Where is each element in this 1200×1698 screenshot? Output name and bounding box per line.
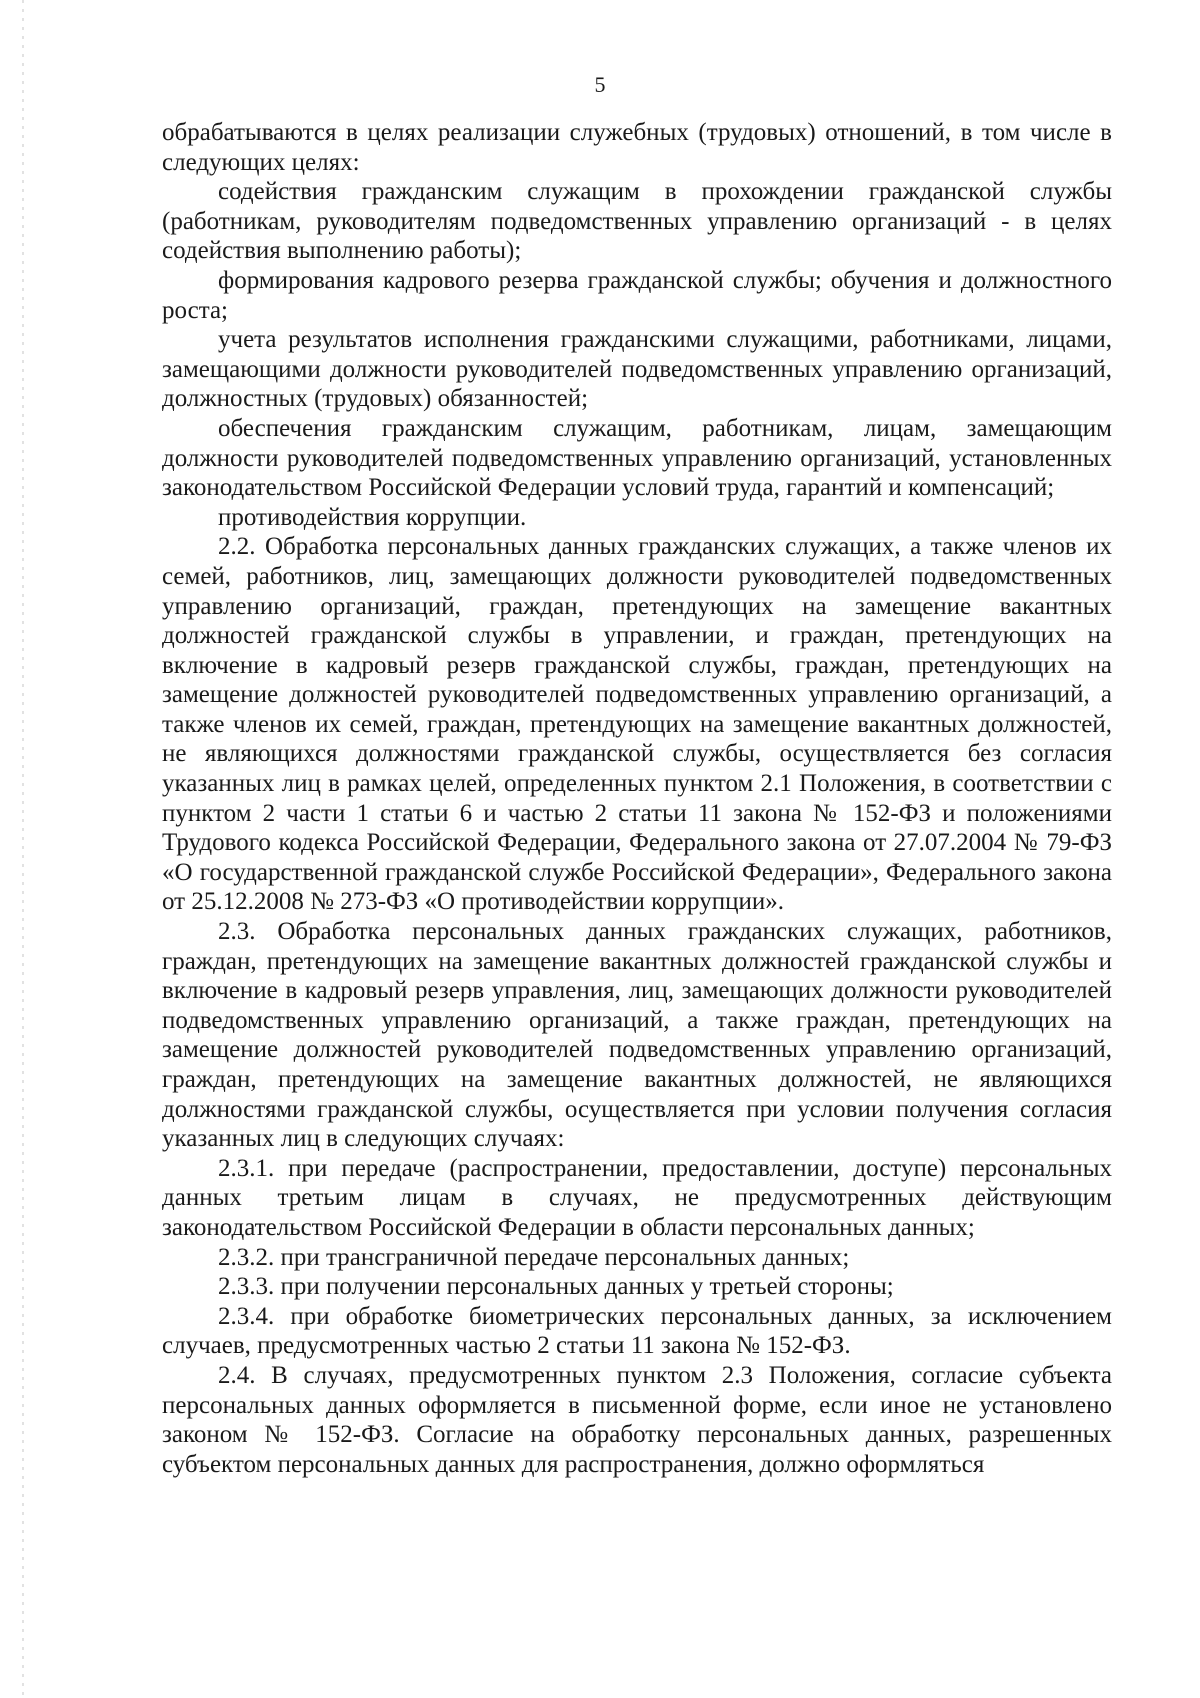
paragraph: 2.3. Обработка персональных данных гражданских служащих, работников, граждан, претендующих на замещение вакантных должностей гражданской службы и включение в кадровый резерв управления, лиц, замещающих должности руководителей подведомственных управлению организаций, а также граждан, претендующих на замещение должностей руководителей подведомственных управлению организаций, граждан, претендующих на замещение вакантных должностей, не являющихся должностями гражданской службы, осуществляется при условии получения согласия указанных лиц в следующих случаях: — [162, 918, 1112, 1153]
paragraph: обрабатываются в целях реализации служебных (трудовых) отношений, в том числе в следующих целях: — [162, 119, 1112, 176]
paragraph: формирования кадрового резерва гражданской службы; обучения и должностного роста; — [162, 266, 1112, 324]
paragraph: 2.3.4. при обработке биометрических персональных данных, за исключением случаев, предусмотренных частью 2 статьи 11 закона № 152-ФЗ. — [162, 1302, 1112, 1360]
paragraph: 2.2. Обработка персональных данных гражданских служащих, а также членов их семей, работников, лиц, замещающих должности руководителей подведомственных управлению организаций, граждан, претендующих на замещение вакантных должностей гражданской службы в управлении, и граждан, претендующих на включение в кадровый резерв гражданской службы, граждан, претендующих на замещение должностей руководителей подведомственных управлению организаций, а также членов их семей, граждан, претендующих на замещение вакантных должностей, не являющихся должностями гражданской службы, осуществляется без согласия указанных лиц в рамках целей, определенных пунктом 2.1 Положения, в соответствии с пунктом 2 части 1 статьи 6 и частью 2 статьи 11 закона № 152-ФЗ и положениями Трудового кодекса Российской Федерации, Федерального закона от 27.07.2004 № 79-ФЗ «О государственной гражданской службе Российской Федерации», Федерального закона от 25.12.2008 № 273-ФЗ «О противодействии коррупции». — [162, 533, 1112, 916]
paragraph: 2.4. В случаях, предусмотренных пунктом 2.3 Положения, согласие субъекта персональных данных оформляется в письменной форме, если иное не установлено законом № 152-ФЗ. Согласие на обработку персональных данных, разрешенных субъектом персональных данных для распространения, должно оформляться — [162, 1361, 1112, 1478]
document-body — [162, 118, 1112, 1479]
paragraph: содействия гражданским служащим в прохождении гражданской службы (работникам, руководителям подведомственных управлению организаций - в целях содействия выполнению работы); — [162, 178, 1112, 265]
paragraph: обеспечения гражданским служащим, работникам, лицам, замещающим должности руководителей подведомственных управлению организаций, установленных законодательством Российской Федерации условий труда, гарантий и компенсаций; — [162, 414, 1112, 502]
paragraph: 2.3.3. при получении персональных данных у третьей стороны; — [218, 1273, 894, 1301]
page-number: 5 — [594, 72, 606, 97]
paragraph: противодействия коррупции. — [218, 503, 527, 531]
scan-edge-mark — [22, 0, 24, 1698]
paragraph: 2.3.2. при трансграничной передаче персональных данных; — [218, 1243, 850, 1271]
paragraph: 2.3.1. при передаче (распространении, предоставлении, доступе) персональных данных третьим лицам в случаях, не предусмотренных действующим законодательством Российской Федерации в области персональных данных; — [162, 1154, 1112, 1241]
paragraph: учета результатов исполнения гражданскими служащими, работниками, лицами, замещающими должности руководителей подведомственных управлению организаций, должностных (трудовых) обязанностей; — [162, 326, 1112, 413]
